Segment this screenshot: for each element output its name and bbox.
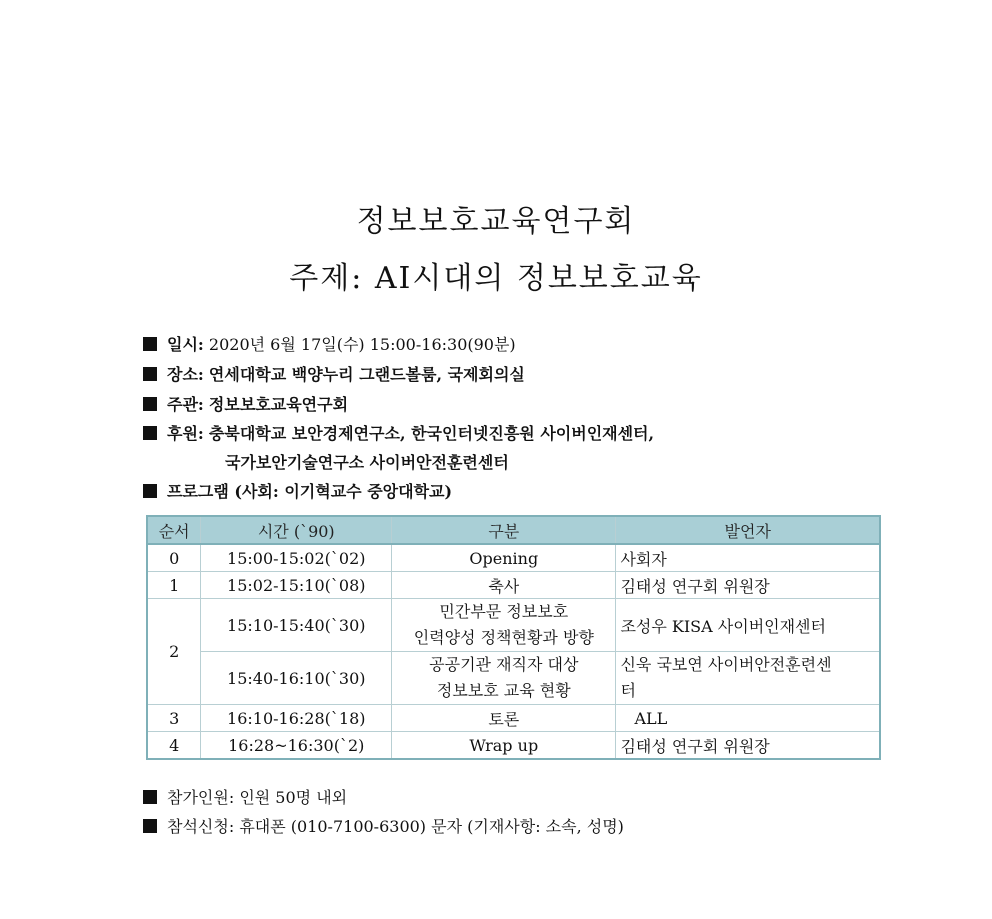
cell-time: 15:10-15:40(`30) [201,599,392,652]
square-bullet-icon [143,484,157,498]
cell-section: Opening [392,544,616,572]
square-bullet-icon [143,790,157,804]
square-bullet-icon [143,367,157,381]
square-bullet-icon [143,819,157,833]
info-date: 일시: 2020년 6월 17일(수) 15:00-16:30(90분) [143,335,516,355]
cell-time: 15:40-16:10(`30) [201,652,392,705]
cell-order: 3 [147,705,201,732]
table-row [147,599,880,652]
table-row [147,732,880,760]
cell-order: 4 [147,732,201,760]
table-row [147,572,880,599]
cell-time: 16:28~16:30(`2) [201,732,392,760]
page-title: 정보보호교육연구회 [356,204,636,239]
cell-section: 토론 [392,705,616,732]
cell-section: 축사 [392,572,616,599]
cell-section: 민간부문 정보보호 인력양성 정책현황과 방향 [392,599,616,652]
cell-speaker: 김태성 연구회 위원장 [616,572,880,599]
cell-speaker: ALL [616,705,880,732]
table-row [147,544,880,572]
square-bullet-icon [143,426,157,440]
cell-speaker: 사회자 [616,544,880,572]
col-header-order: 순서 [147,516,201,544]
cell-time: 15:00-15:02(`02) [201,544,392,572]
cell-time: 16:10-16:28(`18) [201,705,392,732]
cell-time: 15:02-15:10(`08) [201,572,392,599]
info-sponsor: 후원: 충북대학교 보안경제연구소, 한국인터넷진흥원 사이버인재센터, [143,424,654,444]
col-header-section: 구분 [392,516,616,544]
table-row [147,652,880,705]
table-row [147,705,880,732]
cell-speaker: 김태성 연구회 위원장 [616,732,880,760]
cell-speaker: 조성우 KISA 사이버인재센터 [616,599,880,652]
info-host: 주관: 정보보호교육연구회 [143,395,348,415]
info-venue: 장소: 연세대학교 백양누리 그랜드볼룸, 국제회의실 [143,365,525,385]
cell-section: 공공기관 재직자 대상 정보보호 교육 현황 [392,652,616,705]
cell-speaker: 신욱 국보연 사이버안전훈련센 터 [616,652,880,705]
col-header-speaker: 발언자 [616,516,880,544]
page-subtitle: 주제: AI시대의 정보보호교육 [289,261,703,296]
program-table [146,515,881,760]
cell-order: 1 [147,572,201,599]
col-header-time: 시간 (`90) [201,516,392,544]
square-bullet-icon [143,397,157,411]
footer-attendees: 참가인원: 인원 50명 내외 [143,788,347,808]
footer-registration: 참석신청: 휴대폰 (010-7100-6300) 문자 (기재사항: 소속, 성명) [143,817,624,837]
cell-order: 0 [147,544,201,572]
cell-order: 2 [147,599,201,705]
cell-section: Wrap up [392,732,616,760]
info-program: 프로그램 (사회: 이기혁교수 중앙대학교) [143,482,452,502]
square-bullet-icon [143,337,157,351]
table-header-row [147,516,880,544]
info-sponsor-cont: 국가보안기술연구소 사이버안전훈련센터 [225,453,509,472]
